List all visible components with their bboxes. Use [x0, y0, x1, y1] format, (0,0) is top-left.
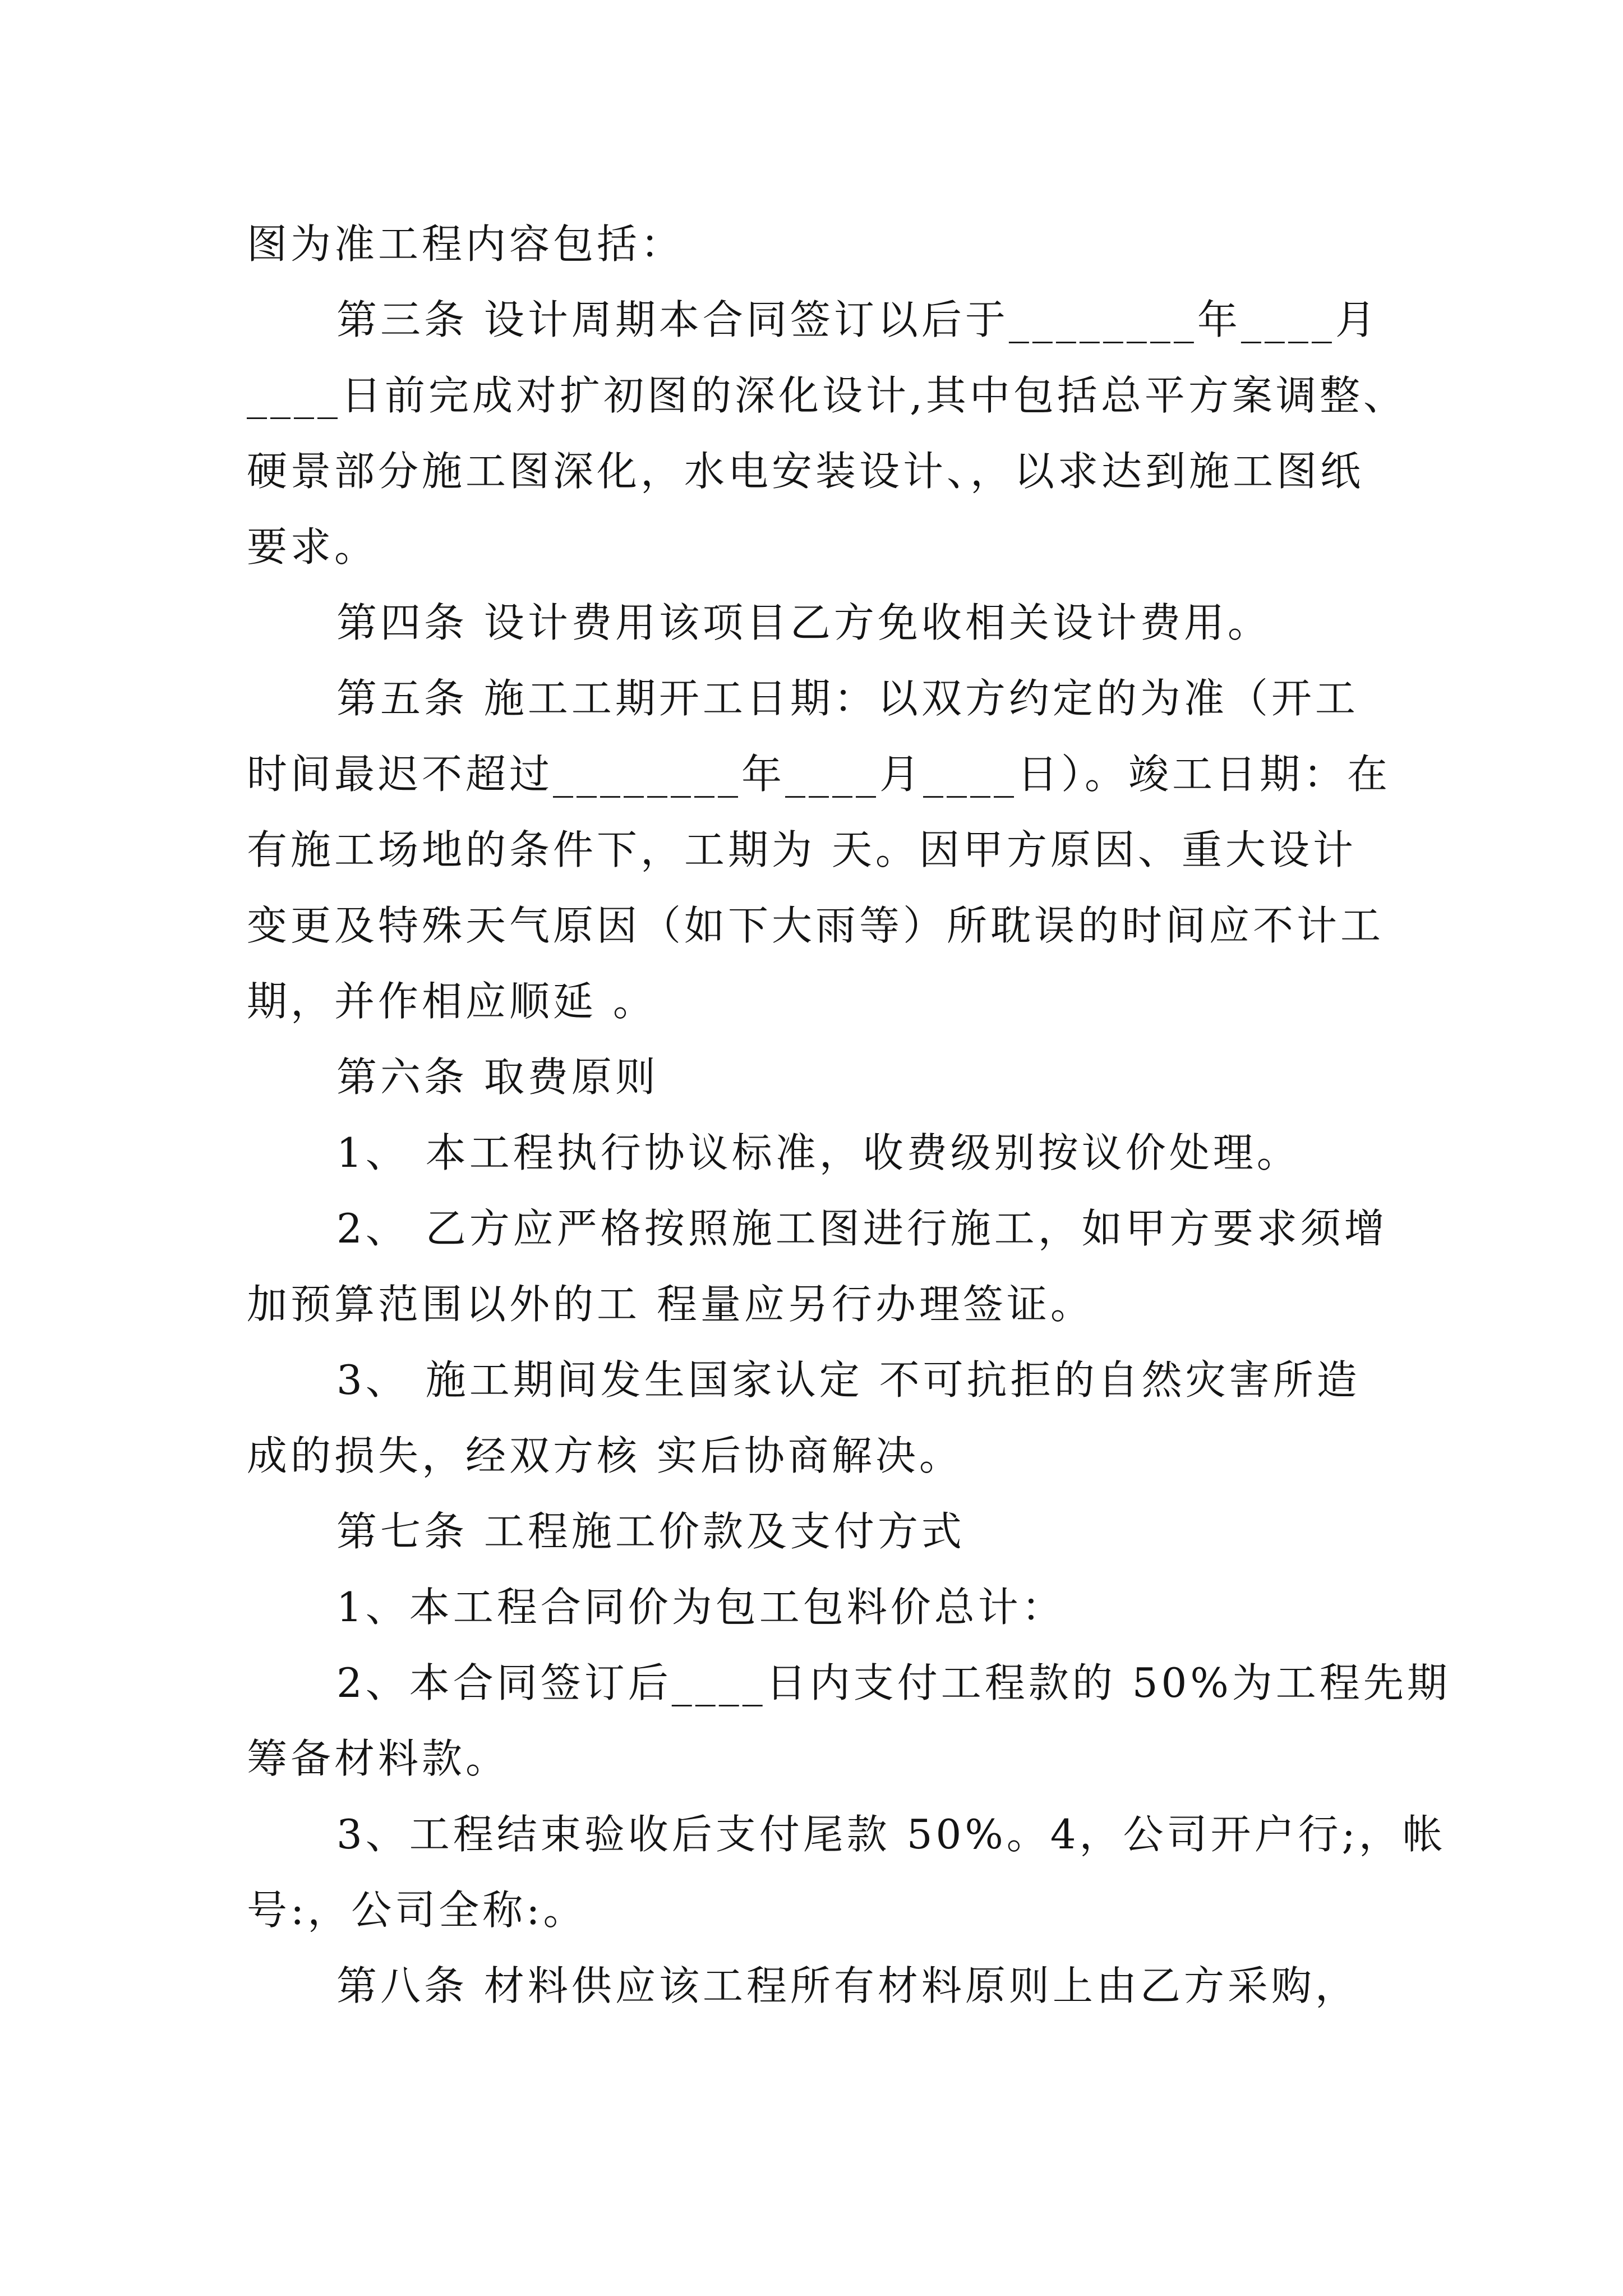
text-line: 3、 施工期间发生国家认定 不可抗拒的自然灾害所造 — [336, 1356, 1361, 1404]
text-line: 第七条 工程施工价款及支付方式 — [336, 1508, 965, 1555]
text-line: 期，并作相应顺延 。 — [247, 978, 657, 1025]
text-line: 时间最迟不超过________年____月____日）。竣工日期：在 — [247, 751, 1391, 798]
text-line: 2、 乙方应严格按照施工图进行施工，如甲方要求须增 — [336, 1205, 1388, 1252]
text-line: 第五条 施工工期开工日期：以双方约定的为准（开工 — [336, 675, 1359, 722]
text-line: 图为准工程内容包括： — [247, 220, 685, 268]
text-line: 2、本合同签订后____日内支付工程款的 50%为工程先期 — [336, 1659, 1451, 1706]
text-line: 加预算范围以外的工 程量应另行办理签证。 — [247, 1281, 1094, 1328]
text-line: 3、工程结束验收后支付尾款 50%。4，公司开户行;，帐 — [336, 1811, 1446, 1858]
text-line: 第三条 设计周期本合同签订以后于________年____月 — [336, 296, 1379, 343]
text-line: 第四条 设计费用该项目乙方免收相关设计费用。 — [336, 599, 1271, 646]
text-line: 变更及特殊天气原因（如下大雨等）所耽误的时间应不计工 — [247, 902, 1385, 949]
text-line: 成的损失，经双方核 实后协商解决。 — [247, 1432, 963, 1479]
text-line: 第八条 材料供应该工程所有材料原则上由乙方采购， — [336, 1962, 1359, 2009]
text-line: 筹备材料款。 — [247, 1735, 510, 1782]
text-line: 有施工场地的条件下，工期为 天。因甲方原因、重大设计 — [247, 826, 1357, 873]
text-line: 1、本工程合同价为包工包料价总计： — [336, 1584, 1066, 1631]
text-line: 要求。 — [247, 523, 379, 570]
text-line: 硬景部分施工图深化，水电安装设计、，以求达到施工图纸 — [247, 448, 1364, 495]
text-line: 第六条 取费原则 — [336, 1053, 659, 1101]
text-line: 号:，公司全称:。 — [247, 1887, 587, 1934]
text-line: 1、 本工程执行协议标准，收费级别按议价处理。 — [336, 1129, 1301, 1176]
text-line: ____日前完成对扩初图的深化设计,其中包括总平方案调整、 — [247, 372, 1407, 419]
